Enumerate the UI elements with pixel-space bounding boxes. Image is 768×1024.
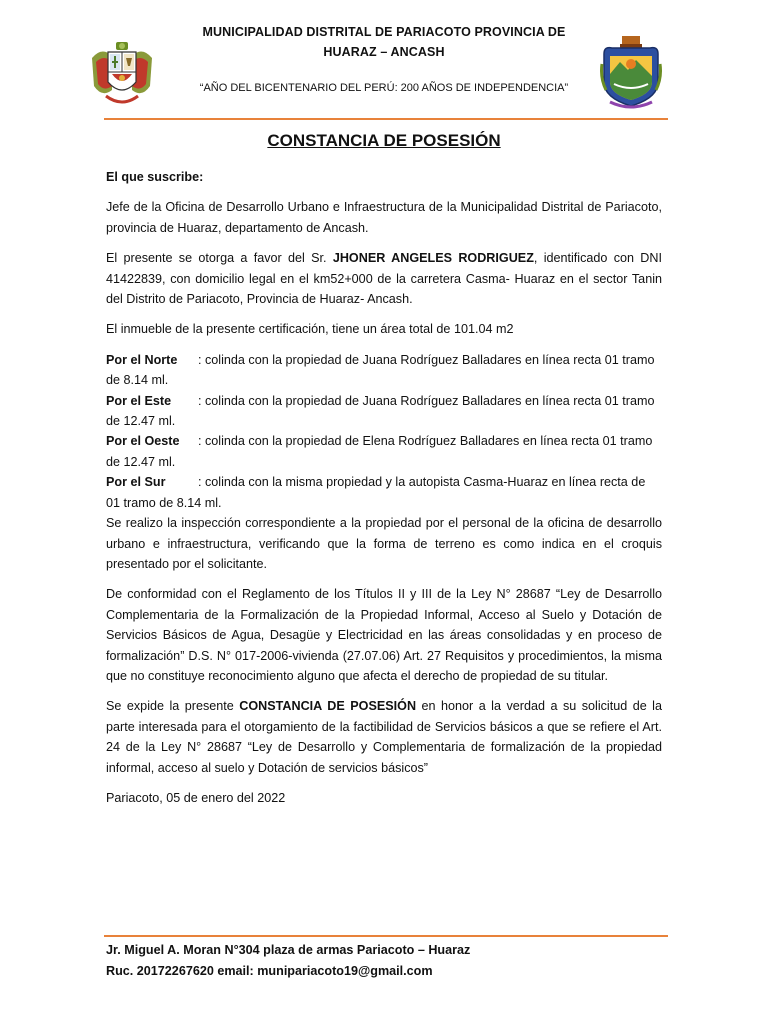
paragraph-legal-basis: De conformidad con el Reglamento de los Títulos II y III de la Ley N° 28687 “Ley de Desarrollo Complementaria de la Formalización de la Propiedad Informal, Acceso al Suelo y Dotación de Servicios Básicos de Agua, Desagüe y Electricidad en las áreas consolidadas y en proceso de formalización” D.S. N° 017-2006-vivienda (27.07.06) Art. 27 Requisitos y procedimientos, la misma que no constituye reconocimiento alguno que afecta el derecho de propiedad de su titular. (106, 587, 662, 683)
paragraph-area: El inmueble de la presente certificación, tiene un área total de 101.04 m2 (106, 322, 514, 337)
document-body (106, 167, 662, 818)
footer-contact: Ruc. 20172267620 email: munipariacoto19@gmail.com (106, 964, 433, 978)
boundary-label: Por el Este (106, 393, 172, 408)
header-motto: “AÑO DEL BICENTENARIO DEL PERÚ: 200 AÑOS DE INDEPENDENCIA” (199, 82, 569, 94)
boundary-text: : colinda con la propiedad de Juana Rodríguez Balladares en línea recta 01 tramo de 8.14 ml. (106, 352, 655, 388)
boundary-label: Por el Sur (106, 475, 166, 490)
footer-divider (104, 935, 668, 937)
document-title: CONSTANCIA DE POSESIÓN (267, 131, 501, 150)
header-institution-line1: MUNICIPALIDAD DISTRITAL DE PARIACOTO PROVINCIA DE (202, 25, 566, 39)
footer (106, 940, 470, 982)
boundary-text: : colinda con la propiedad de Juana Rodríguez Balladares en línea recta 01 tramo de 12.47 ml. (106, 393, 655, 429)
issuance-intro: Se expide la presente (106, 699, 240, 714)
beneficiary-name: JHONER ANGELES RODRIGUEZ (332, 251, 534, 266)
beneficiary-details: , identificado con DNI 41422839, con domicilio legal en el km52+000 de la carretera Casma- Huaraz en el sector Tanin del Distrito de Pariacoto, Provincia de Huaraz- Ancash. (106, 251, 662, 307)
boundary-label: Por el Oeste (106, 434, 180, 449)
header-institution-line2: HUARAZ – ANCASH (323, 45, 445, 59)
peru-coat-of-arms-icon (88, 38, 156, 110)
boundary-east (106, 391, 662, 432)
boundary-west (106, 431, 662, 472)
paragraph-inspection: Se realizo la inspección correspondiente a la propiedad por el personal de la oficina de desarrollo urbano e infraestructura, verificando que la forma de terreno es como indica en el croquis presentado por el solicitante. (106, 516, 662, 571)
paragraph-issuance (106, 696, 662, 778)
paragraph-signatory: Jefe de la Oficina de Desarrollo Urbano e Infraestructura de la Municipalidad Distrital de Pariacoto, provincia de Huaraz, departamento de Ancash. (106, 200, 662, 235)
footer-address: Jr. Miguel A. Moran N°304 plaza de armas Pariacoto – Huaraz (106, 943, 471, 957)
boundary-text: : colinda con la propiedad de Elena Rodríguez Balladares en línea recta 01 tramo de 12.47 ml. (106, 434, 653, 469)
boundary-north (106, 350, 662, 391)
paragraph-beneficiary (106, 248, 662, 309)
beneficiary-intro: El presente se otorga a favor del Sr. (106, 251, 333, 266)
issue-date: Pariacoto, 05 de enero del 2022 (106, 790, 286, 805)
issuance-details: en honor a la verdad a su solicitud de la parte interesada para el otorgamiento de la factibilidad de Servicios básicos a que se refiere el Art. 24 de la Ley N° 28687 “Ley de Desarrollo y Complementaria de formalización de la propiedad informal, acceso al suelo y Dotación de servicios básicos” (106, 699, 662, 775)
header-divider (104, 118, 668, 120)
issuance-document-name: CONSTANCIA DE POSESIÓN (239, 699, 417, 714)
lead-text: El que suscribe: (106, 170, 204, 184)
boundaries-block (106, 350, 662, 513)
boundary-text: : colinda con la misma propiedad y la autopista Casma-Huaraz en línea recta de 01 tramo de 8.14 ml. (106, 475, 646, 510)
boundary-label: Por el Norte (106, 352, 178, 367)
boundary-south (106, 472, 662, 513)
